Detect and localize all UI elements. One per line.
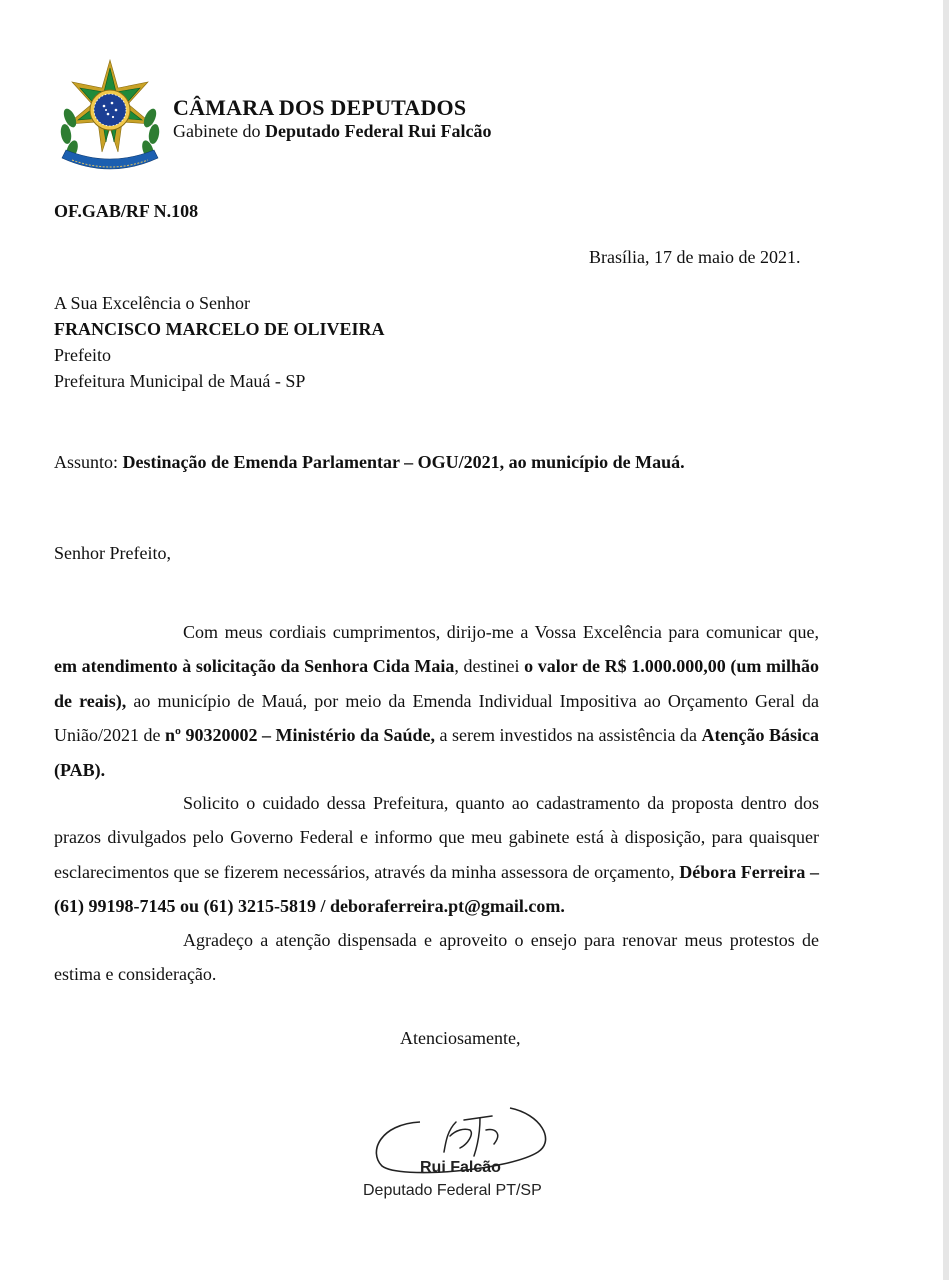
greeting: Senhor Prefeito, (54, 543, 171, 563)
subject-text: Destinação de Emenda Parlamentar – OGU/2021, ao município de Mauá. (122, 452, 685, 472)
p1-text-1: Com meus cordiais cumprimentos, dirijo-me a Vossa Excelência para comunicar que, (183, 622, 819, 642)
recipient-name: FRANCISCO MARCELO DE OLIVEIRA (54, 319, 385, 339)
date-line: Brasília, 17 de maio de 2021. (589, 247, 801, 267)
p1-bold-program: Atenção Básica (PAB). (54, 725, 819, 780)
recipient-salutation: A Sua Excelência o Senhor (54, 293, 250, 313)
p1-bold-amendment: nº 90320002 – Ministério da Saúde, (165, 725, 436, 746)
office-subtitle (173, 121, 491, 142)
p1-text-3: ao município de Mauá, por meio da Emenda Individual Impositiva ao Orçamento Geral da União/2021 de (54, 690, 820, 746)
body-paragraph-3: Agradeço a atenção dispensada e aproveito o ensejo para renovar meus protestos de estima e consideração. (54, 930, 819, 985)
brazil-coat-of-arms-icon (52, 58, 168, 176)
p1-text-2: , destinei (454, 656, 525, 677)
closing: Atenciosamente, (400, 1028, 521, 1048)
p1-bold-amount: o valor de R$ 1.000.000,00 (um milhão de reais), (54, 656, 819, 711)
body-paragraph-2 (54, 786, 819, 924)
recipient-title: Prefeito (54, 345, 111, 365)
office-prefix: Gabinete do (173, 121, 265, 141)
signatory-name: Rui Falcão (420, 1159, 501, 1176)
p2-bold-contact: Débora Ferreira – (61) 99198-7145 ou (61) 3215-5819 / deboraferreira.pt@gmail.com. (54, 861, 820, 917)
institution-title: CÂMARA DOS DEPUTADOS (173, 95, 467, 120)
p2-text: Solicito o cuidado dessa Prefeitura, quanto ao cadastramento da proposta dentro dos prazos divulgados pelo Governo Federal e informo que meu gabinete está à disposição, para quaisquer esclarecimentos que se fizerem necessários, através da minha assessora de orçamento, (54, 793, 819, 882)
body-paragraph-1 (54, 615, 819, 787)
p1-text-4: a serem investidos na assistência da (435, 725, 702, 746)
subject-label: Assunto: (54, 452, 123, 472)
subject-line (54, 452, 685, 473)
signatory-role: Deputado Federal PT/SP (363, 1182, 542, 1199)
p1-bold-requester: em atendimento à solicitação da Senhora Cida Maia (54, 656, 455, 677)
recipient-organization: Prefeitura Municipal de Mauá - SP (54, 371, 306, 391)
page-edge (943, 0, 949, 1280)
document-reference: OF.GAB/RF N.108 (54, 201, 199, 221)
office-name: Deputado Federal Rui Falcão (264, 121, 492, 141)
